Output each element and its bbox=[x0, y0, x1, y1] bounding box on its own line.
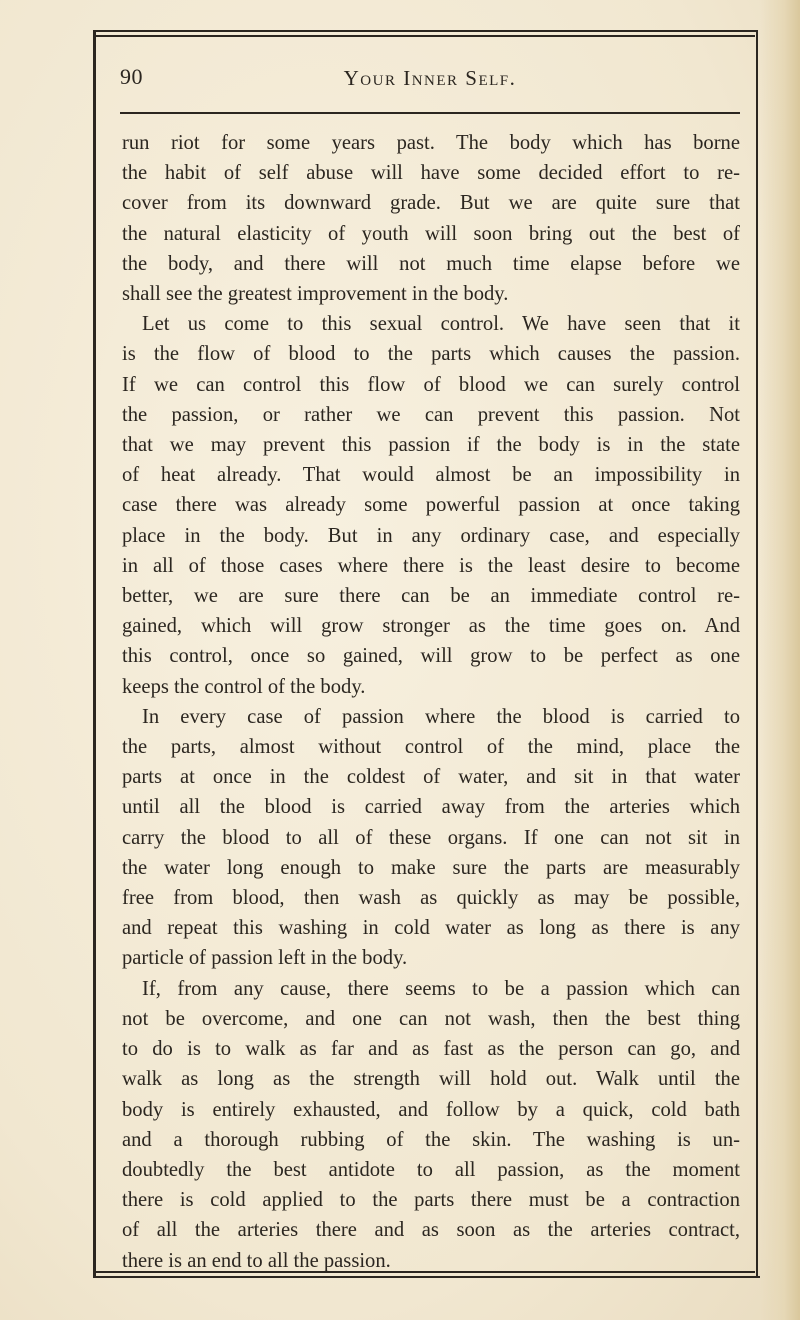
border-bottom-rule bbox=[93, 1276, 760, 1278]
text-line: to do is to walk as far and as fast as the person can go, and bbox=[122, 1038, 740, 1061]
text-line: there is cold applied to the parts there must be a contraction bbox=[122, 1189, 740, 1212]
text-line: shall see the greatest improvement in the body. bbox=[122, 283, 509, 306]
text-line: carry the blood to all of these organs. If one can not sit in bbox=[122, 826, 740, 849]
page-edge bbox=[760, 0, 800, 1320]
border-top-rule bbox=[93, 30, 758, 32]
text-line: there is an end to all the passion. bbox=[122, 1249, 391, 1272]
text-line: run riot for some years past. The body which has borne bbox=[122, 132, 740, 154]
text-line: keeps the control of the body. bbox=[122, 675, 366, 698]
text-line: this control, once so gained, will grow to be perfect as one bbox=[122, 645, 740, 668]
page-number: 90 bbox=[120, 64, 143, 89]
text-line: and repeat this washing in cold water as long as there is any bbox=[122, 917, 740, 940]
text-line: If we can control this flow of blood we can surely control bbox=[122, 373, 740, 396]
text-line: In every case of passion where the blood is carried to bbox=[142, 705, 740, 728]
text-line: If, from any cause, there seems to be a passion which can bbox=[142, 977, 740, 1000]
text-line: walk as long as the strength will hold out. Walk until the bbox=[122, 1068, 740, 1091]
text-line: doubtedly the best antidote to all passion, as the moment bbox=[122, 1158, 740, 1181]
text-line: of all the arteries there and as soon as the arteries contract, bbox=[122, 1219, 740, 1242]
text-line: the natural elasticity of youth will soon bring out the best of bbox=[122, 222, 740, 245]
text-line: the water long enough to make sure the parts are measurably bbox=[122, 856, 740, 879]
text-line: that we may prevent this passion if the body is in the state bbox=[122, 434, 740, 457]
text-line: better, we are sure there can be an immediate control re- bbox=[122, 585, 740, 608]
text-line: of heat already. That would almost be an impossibility in bbox=[122, 464, 740, 487]
text-line: parts at once in the coldest of water, and sit in that water bbox=[122, 766, 740, 789]
text-line: case there was already some powerful passion at once taking bbox=[122, 494, 740, 517]
running-title: Your Inner Self. bbox=[343, 66, 517, 90]
text-line: body is entirely exhausted, and follow by a quick, cold bath bbox=[122, 1098, 740, 1121]
text-line: the passion, or rather we can prevent this passion. Not bbox=[122, 403, 740, 426]
text-line: not be overcome, and one can not wash, then the best thing bbox=[122, 1007, 740, 1030]
text-line: particle of passion left in the body. bbox=[122, 947, 408, 970]
text-line: free from blood, then wash as quickly as may be possible, bbox=[122, 887, 740, 910]
header-rule bbox=[120, 112, 740, 114]
border-top-rule-inner bbox=[93, 35, 755, 37]
text-line: the body, and there will not much time elapse before we bbox=[122, 252, 740, 275]
text-line: is the flow of blood to the parts which causes the passion. bbox=[122, 343, 740, 366]
text-line: cover from its downward grade. But we are quite sure that bbox=[122, 192, 740, 215]
text-line: the parts, almost without control of the mind, place the bbox=[122, 736, 740, 759]
text-line: until all the blood is carried away from the arteries which bbox=[122, 796, 740, 819]
text-line: and a thorough rubbing of the skin. The washing is un- bbox=[122, 1128, 740, 1151]
text-line: the habit of self abuse will have some decided effort to re- bbox=[122, 162, 740, 185]
body-text bbox=[122, 128, 740, 1276]
text-line: place in the body. But in any ordinary case, and especially bbox=[122, 524, 740, 547]
text-line: Let us come to this sexual control. We have seen that it bbox=[142, 313, 740, 336]
text-line: gained, which will grow stronger as the time goes on. And bbox=[122, 615, 740, 638]
text-line: in all of those cases where there is the least desire to become bbox=[122, 554, 740, 577]
